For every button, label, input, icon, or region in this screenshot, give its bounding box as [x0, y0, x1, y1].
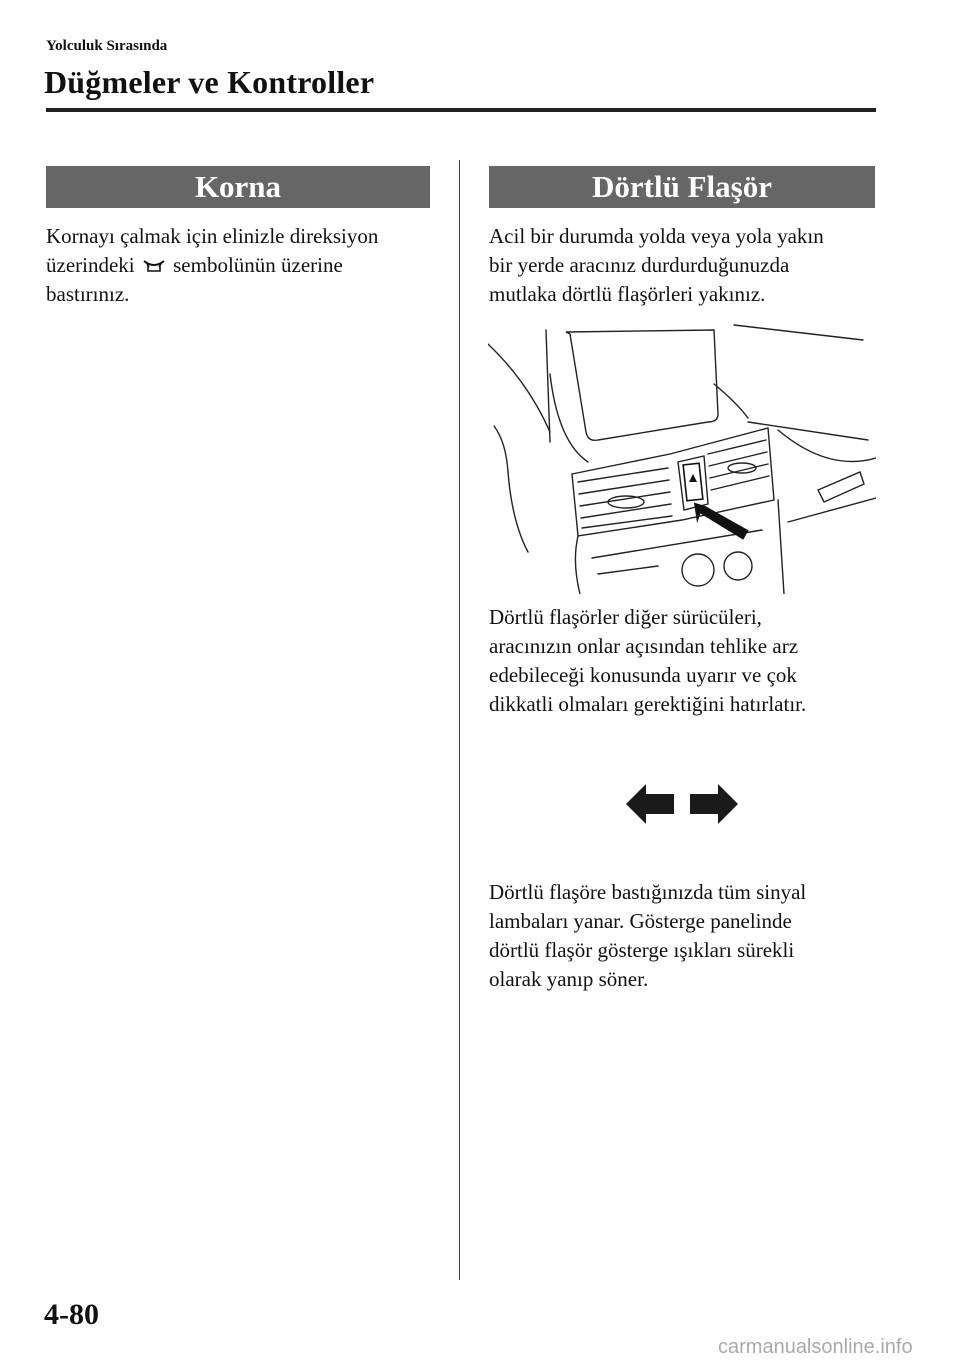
hazard-paragraph-1 [489, 222, 879, 309]
hazard-paragraph-2 [489, 603, 879, 719]
horn-icon [142, 259, 166, 273]
hazard-p2-line: edebileceği konusunda uyarır ve çok [489, 663, 797, 687]
hazard-p3-line: dörtlü flaşör gösterge ışıkları sürekli [489, 938, 795, 962]
dashboard-hazard-switch-illustration [488, 322, 876, 594]
page-title: Düğmeler ve Kontroller [44, 64, 375, 100]
hazard-paragraph-3 [489, 878, 879, 994]
korna-line-1: Kornayı çalmak için elinizle direksiyon [46, 224, 379, 248]
korna-line-2b: sembolünün üzerine [173, 253, 343, 277]
korna-line-2 [46, 251, 436, 280]
hazard-p1-line: bir yerde aracınız durdurduğunuzda [489, 253, 790, 277]
korna-line-2a: üzerindeki [46, 253, 135, 277]
hazard-p3-line: lambaları yanar. Gösterge panelinde [489, 909, 792, 933]
korna-line-3: bastırınız. [46, 282, 130, 306]
title-rule [46, 108, 876, 112]
section-heading-hazard: Dörtlü Flaşör [489, 166, 875, 208]
watermark: carmanualsonline.info [718, 1336, 913, 1358]
hazard-p2-line: Dörtlü flaşörler diğer sürücüleri, [489, 605, 762, 629]
hazard-p2-line: aracınızın onlar açısından tehlike arz [489, 634, 799, 658]
chapter-label: Yolculuk Sırasında [46, 38, 168, 54]
page-number: 4-80 [44, 1298, 99, 1331]
section-heading-korna: Korna [46, 166, 430, 208]
hazard-p2-line: dikkatli olmaları gerektiğini hatırlatır. [489, 692, 807, 716]
hazard-p1-line: mutlaka dörtlü flaşörleri yakınız. [489, 282, 766, 306]
hazard-p1-line: Acil bir durumda yolda veya yola yakın [489, 224, 824, 248]
column-divider [459, 160, 460, 1280]
korna-paragraph [46, 222, 436, 309]
hazard-p3-line: olarak yanıp söner. [489, 967, 649, 991]
hazard-p3-line: Dörtlü flaşöre bastığınızda tüm sinyal [489, 880, 807, 904]
turn-signal-arrows-icon [626, 784, 738, 824]
